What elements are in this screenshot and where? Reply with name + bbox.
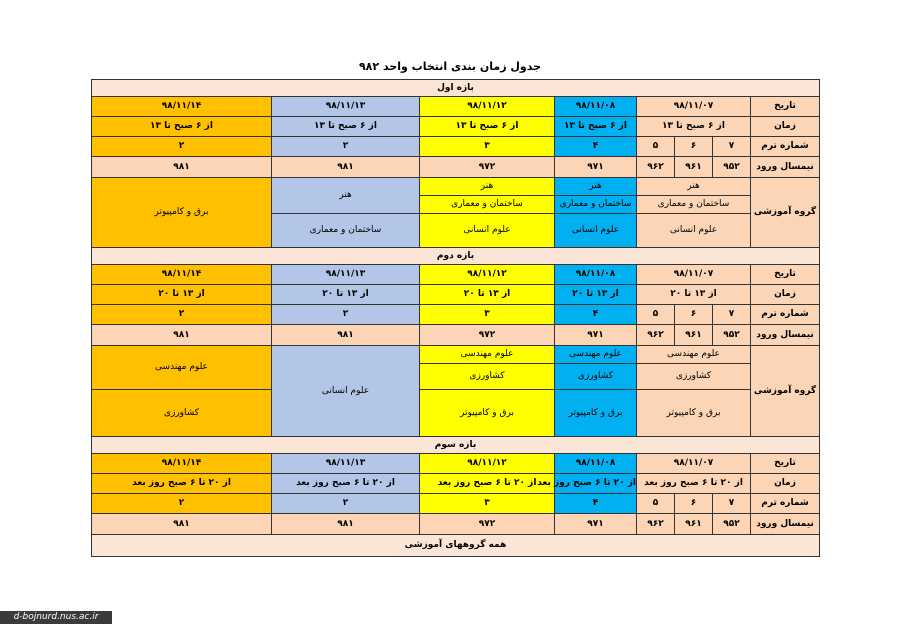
group-cell: علوم مهندسی (420, 346, 555, 364)
term-cell: ۲ (272, 494, 420, 514)
date-cell: ۹۸/۱۱/۱۲ (420, 97, 555, 117)
entry-cell: ۹۸۱ (92, 514, 272, 535)
time-cell: از ۲۰ تا ۶ صبح روز بعد (92, 474, 272, 494)
section-2-title: بازه دوم (92, 248, 820, 265)
date-cell: ۹۸/۱۱/۰۷ (637, 265, 751, 285)
label-time: زمان (751, 285, 820, 305)
group-cell: برق و کامپیوتر (420, 390, 555, 437)
term-cell: ۳ (420, 137, 555, 157)
group-cell: هنر (272, 178, 420, 214)
time-cell: از ۲۰ تا ۶ صبح روز بعد (637, 474, 751, 494)
date-cell: ۹۸/۱۱/۰۸ (555, 454, 637, 474)
date-cell: ۹۸/۱۱/۱۴ (92, 97, 272, 117)
term-cell: ۵ (637, 305, 675, 325)
label-group: گروه آموزشی (751, 178, 820, 248)
entry-cell: ۹۸۱ (272, 157, 420, 178)
time-cell: از ۲۰ تا ۶ صبح روز بعد (272, 474, 420, 494)
label-term: شماره ترم (751, 494, 820, 514)
label-term: شماره ترم (751, 305, 820, 325)
label-entry: نیمسال ورود (751, 157, 820, 178)
label-entry: نیمسال ورود (751, 514, 820, 535)
page-title: جدول زمان بندی انتخاب واحد ۹۸۲ (358, 60, 542, 73)
group-cell: کشاورزی (92, 390, 272, 437)
label-term: شماره ترم (751, 137, 820, 157)
group-cell: علوم انسانی (555, 214, 637, 248)
entry-cell: ۹۷۲ (420, 157, 555, 178)
label-time: زمان (751, 117, 820, 137)
entry-cell: ۹۶۲ (637, 514, 675, 535)
time-cell: از ۶ صبح تا ۱۳ (555, 117, 637, 137)
group-cell: علوم مهندسی (637, 346, 751, 364)
entry-cell: ۹۵۲ (713, 325, 751, 346)
date-cell: ۹۸/۱۱/۱۲ (420, 265, 555, 285)
term-cell: ۶ (675, 494, 713, 514)
entry-cell: ۹۷۱ (555, 325, 637, 346)
label-date: تاریخ (751, 454, 820, 474)
group-cell: کشاورزی (637, 364, 751, 390)
schedule-table (91, 79, 820, 557)
group-cell: علوم انسانی (420, 214, 555, 248)
label-entry: نیمسال ورود (751, 325, 820, 346)
label-time: زمان (751, 474, 820, 494)
entry-cell: ۹۸۱ (272, 514, 420, 535)
group-cell: هنر (420, 178, 555, 196)
term-cell: ۶ (675, 305, 713, 325)
term-cell: ۲ (272, 305, 420, 325)
label-date: تاریخ (751, 97, 820, 117)
group-cell: ساختمان و معماری (420, 196, 555, 214)
entry-cell: ۹۶۱ (675, 157, 713, 178)
time-cell: از ۲۰ تا ۶ صبح روز بعد (420, 474, 555, 494)
group-cell: علوم انسانی (272, 346, 420, 437)
term-cell: ۳ (420, 494, 555, 514)
term-cell: ۴ (555, 305, 637, 325)
watermark-logo: d-bojnurd.nus.ac.ir (0, 611, 112, 624)
term-cell: ۲ (272, 137, 420, 157)
entry-cell: ۹۶۱ (675, 325, 713, 346)
section-1-title: بازه اول (92, 80, 820, 97)
group-cell: برق و کامپیوتر (92, 178, 272, 248)
date-cell: ۹۸/۱۱/۰۸ (555, 265, 637, 285)
time-cell: از ۱۳ تا ۲۰ (272, 285, 420, 305)
entry-cell: ۹۶۲ (637, 157, 675, 178)
section-3-title: بازه سوم (92, 437, 820, 454)
date-cell: ۹۸/۱۱/۰۷ (637, 454, 751, 474)
term-cell: ۲ (92, 305, 272, 325)
group-cell: ساختمان و معماری (637, 196, 751, 214)
time-cell: از ۱۳ تا ۲۰ (555, 285, 637, 305)
term-cell: ۳ (420, 305, 555, 325)
all-groups-row: همه گروههای آموزشی (92, 535, 820, 557)
entry-cell: ۹۷۲ (420, 514, 555, 535)
term-cell: ۴ (555, 137, 637, 157)
group-cell: هنر (555, 178, 637, 196)
entry-cell: ۹۶۱ (675, 514, 713, 535)
time-cell: از ۱۳ تا ۲۰ (637, 285, 751, 305)
time-cell: از ۶ صبح تا ۱۳ (272, 117, 420, 137)
group-cell: ساختمان و معماری (555, 196, 637, 214)
time-cell: از ۶ صبح تا ۱۳ (637, 117, 751, 137)
group-cell: برق و کامپیوتر (555, 390, 637, 437)
date-cell: ۹۸/۱۱/۱۴ (92, 454, 272, 474)
entry-cell: ۹۷۱ (555, 514, 637, 535)
entry-cell: ۹۵۲ (713, 157, 751, 178)
entry-cell: ۹۷۲ (420, 325, 555, 346)
time-cell: از ۱۳ تا ۲۰ (420, 285, 555, 305)
time-cell: از ۶ صبح تا ۱۳ (92, 117, 272, 137)
group-cell: ساختمان و معماری (272, 214, 420, 248)
group-cell: کشاورزی (555, 364, 637, 390)
term-cell: ۵ (637, 137, 675, 157)
date-cell: ۹۸/۱۱/۱۳ (272, 265, 420, 285)
term-cell: ۵ (637, 494, 675, 514)
label-group: گروه آموزشی (751, 346, 820, 437)
entry-cell: ۹۵۲ (713, 514, 751, 535)
entry-cell: ۹۷۱ (555, 157, 637, 178)
date-cell: ۹۸/۱۱/۰۸ (555, 97, 637, 117)
term-cell: ۲ (92, 494, 272, 514)
term-cell: ۲ (92, 137, 272, 157)
date-cell: ۹۸/۱۱/۱۲ (420, 454, 555, 474)
term-cell: ۷ (713, 137, 751, 157)
label-date: تاریخ (751, 265, 820, 285)
time-cell: از ۱۳ تا ۲۰ (92, 285, 272, 305)
group-cell: کشاورزی (420, 364, 555, 390)
group-cell: علوم مهندسی (92, 346, 272, 390)
group-cell: علوم انسانی (637, 214, 751, 248)
term-cell: ۶ (675, 137, 713, 157)
group-cell: علوم مهندسی (555, 346, 637, 364)
date-cell: ۹۸/۱۱/۰۷ (637, 97, 751, 117)
entry-cell: ۹۸۱ (272, 325, 420, 346)
date-cell: ۹۸/۱۱/۱۴ (92, 265, 272, 285)
group-cell: برق و کامپیوتر (637, 390, 751, 437)
term-cell: ۷ (713, 305, 751, 325)
date-cell: ۹۸/۱۱/۱۳ (272, 97, 420, 117)
group-cell: هنر (637, 178, 751, 196)
term-cell: ۴ (555, 494, 637, 514)
term-cell: ۷ (713, 494, 751, 514)
time-cell: از ۲۰ تا ۶ صبح روز بعد (555, 474, 637, 494)
entry-cell: ۹۸۱ (92, 157, 272, 178)
entry-cell: ۹۸۱ (92, 325, 272, 346)
entry-cell: ۹۶۲ (637, 325, 675, 346)
time-cell: از ۶ صبح تا ۱۳ (420, 117, 555, 137)
date-cell: ۹۸/۱۱/۱۳ (272, 454, 420, 474)
